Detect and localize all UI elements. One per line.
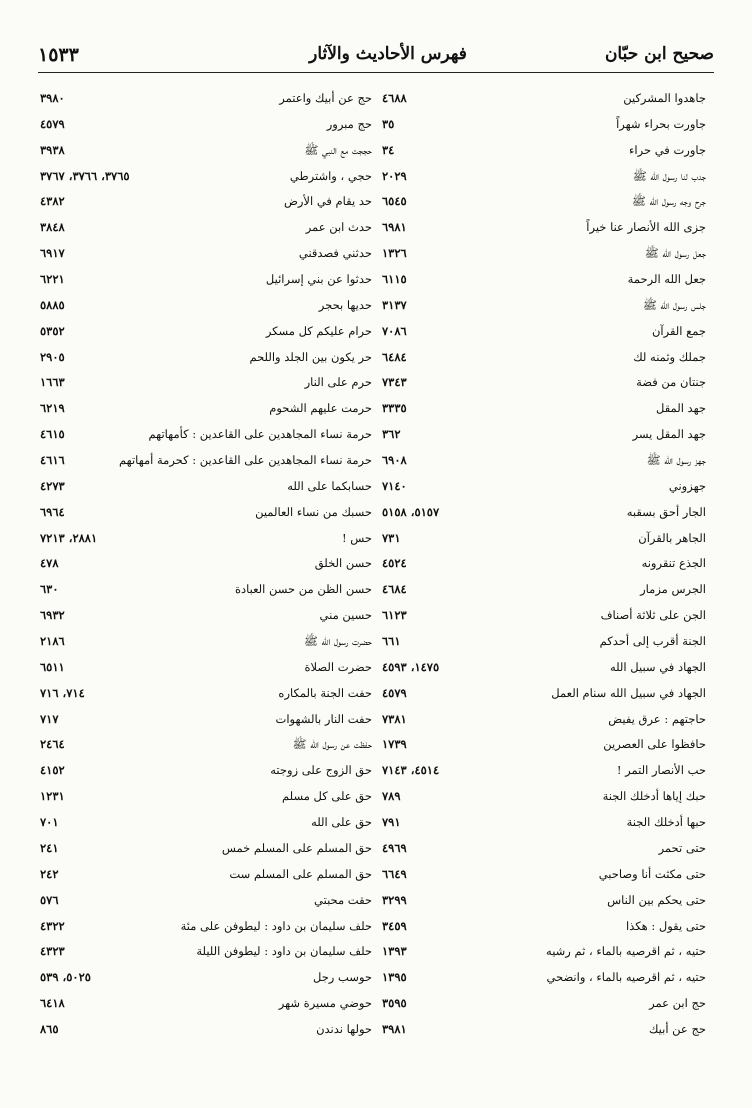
index-entry bbox=[376, 629, 714, 655]
index-entry bbox=[376, 1017, 714, 1043]
hadith-incipit: حوضي مسيرة شهر bbox=[278, 996, 372, 1011]
index-entry bbox=[38, 758, 376, 784]
index-entry bbox=[38, 914, 376, 940]
hadith-number: ٣٣٣٥ bbox=[382, 401, 407, 416]
hadith-number: ٣٧٦٥، ٣٧٦٦، ٣٧٦٧ bbox=[40, 168, 130, 183]
hadith-incipit: جلس رسول الله ﷺ bbox=[642, 297, 706, 312]
index-title: فهرس الأحاديث والآثار bbox=[309, 44, 467, 64]
index-entry bbox=[38, 655, 376, 681]
hadith-number: ١٧٣٩ bbox=[382, 737, 407, 752]
hadith-incipit: حلف سليمان بن داود : ليطوفن على مئة bbox=[180, 918, 372, 933]
hadith-incipit: حتى مكثت أنا وصاحبي bbox=[598, 866, 706, 881]
hadith-incipit: حتى يحكم بين الناس bbox=[607, 892, 706, 907]
hadith-number: ١٣٢٦ bbox=[382, 246, 407, 261]
hadith-incipit: حج عن أبيك واعتمر bbox=[279, 91, 372, 105]
hadith-incipit: جعل رسول الله ﷺ bbox=[644, 246, 706, 261]
hadith-incipit: جهزوني bbox=[668, 478, 706, 493]
hadith-number: ٦٦٤٩ bbox=[382, 866, 407, 881]
hadith-incipit: حلف سليمان بن داود : ليطوفن الليلة bbox=[196, 944, 372, 959]
hadith-incipit: حج عن أبيك bbox=[648, 1021, 706, 1036]
hadith-number: ٦٩٦٤ bbox=[40, 504, 65, 519]
hadith-number: ٤٢٧٣ bbox=[40, 478, 65, 493]
hadith-number: ٤٥٧٩ bbox=[382, 685, 407, 700]
index-entry bbox=[376, 86, 714, 112]
index-entry bbox=[38, 293, 376, 319]
index-entry bbox=[376, 189, 714, 215]
hadith-incipit: حق على الله bbox=[311, 815, 372, 830]
index-entry bbox=[376, 474, 714, 500]
hadith-incipit: حتى يقول : هكذا bbox=[626, 918, 706, 933]
hadith-incipit: حب الأنصار التمر ! bbox=[616, 763, 706, 778]
hadith-incipit: حسبك من نساء العالمين bbox=[255, 504, 372, 519]
hadith-incipit: حدث ابن عمر bbox=[305, 220, 372, 235]
index-entry bbox=[376, 577, 714, 603]
index-entry bbox=[38, 965, 376, 991]
page-header bbox=[38, 44, 714, 73]
hadith-number: ٦٤٨٤ bbox=[382, 349, 407, 364]
hadith-number: ٧٩١ bbox=[382, 815, 401, 830]
index-entry bbox=[376, 138, 714, 164]
hadith-number: ٦٩٣٢ bbox=[40, 608, 65, 623]
index-entry bbox=[38, 836, 376, 862]
hadith-number: ٧٣٤٣ bbox=[382, 375, 407, 390]
index-entry bbox=[376, 681, 714, 707]
hadith-incipit: حضرت الصلاة bbox=[304, 659, 372, 674]
hadith-incipit: حضرت رسول الله ﷺ bbox=[304, 634, 372, 649]
hadith-incipit: جاهدوا المشركين bbox=[623, 91, 706, 105]
hadith-incipit: حج ابن عمر bbox=[649, 996, 706, 1011]
index-entry bbox=[38, 86, 376, 112]
hadith-number: ٣٤٥٩ bbox=[382, 918, 407, 933]
hadith-number: ٤٧٨ bbox=[40, 556, 59, 571]
index-entry bbox=[376, 500, 714, 526]
hadith-number: ٢٩٠٥ bbox=[40, 349, 65, 364]
hadith-incipit: حرمة نساء المجاهدين على القاعدين : كحرمة أمهاتهم bbox=[119, 453, 372, 468]
hadith-number: ٣٦٢ bbox=[382, 427, 401, 442]
hadith-number: ٤٣٢٢ bbox=[40, 918, 65, 933]
hadith-incipit: حسن الظن من حسن العبادة bbox=[234, 582, 372, 597]
hadith-incipit: الجهاد في سبيل الله bbox=[609, 659, 706, 674]
hadith-incipit: حرمت عليهم الشحوم bbox=[269, 401, 372, 416]
hadith-number: ٧٠٨٦ bbox=[382, 323, 407, 338]
hadith-incipit: حدثني فصدقني bbox=[298, 246, 372, 261]
index-entry bbox=[376, 215, 714, 241]
hadith-number: ٤٣٢٣ bbox=[40, 944, 65, 959]
hadith-incipit: حجي ، واشترطي bbox=[289, 168, 372, 183]
index-entry bbox=[38, 138, 376, 164]
index-entry bbox=[38, 707, 376, 733]
hadith-incipit: حسابكما على الله bbox=[287, 478, 372, 493]
hadith-incipit: حتيه ، ثم اقرصيه بالماء ، ثم رشيه bbox=[546, 944, 706, 959]
right-index-column bbox=[376, 86, 714, 1043]
hadith-number: ٢٤٦٤ bbox=[40, 737, 65, 752]
hadith-incipit: حديها بحجر bbox=[318, 297, 372, 312]
index-entry bbox=[38, 784, 376, 810]
hadith-number: ٤٥١٤، ٧١٤٣ bbox=[382, 763, 440, 778]
index-entry bbox=[38, 319, 376, 345]
hadith-incipit: حسين مني bbox=[319, 608, 372, 623]
index-entry bbox=[38, 500, 376, 526]
hadith-number: ٧٣١ bbox=[382, 530, 401, 545]
hadith-number: ٢٤٢ bbox=[40, 866, 59, 881]
hadith-incipit: الجار أحق بسقبه bbox=[626, 504, 706, 519]
hadith-number: ٤٦٨٤ bbox=[382, 582, 407, 597]
hadith-incipit: الجاهر بالقرآن bbox=[638, 530, 706, 545]
page-number: ١٥٣٣ bbox=[38, 44, 79, 66]
hadith-number: ٧١٧ bbox=[40, 711, 59, 726]
hadith-incipit: الجنة أقرب إلى أحدكم bbox=[599, 634, 706, 649]
index-entry bbox=[376, 396, 714, 422]
hadith-number: ٢٠٢٩ bbox=[382, 168, 407, 183]
hadith-number: ٦٢١٩ bbox=[40, 401, 65, 416]
hadith-incipit: حد يقام في الأرض bbox=[283, 194, 372, 209]
index-entry bbox=[376, 164, 714, 190]
hadith-number: ٤٥٧٩ bbox=[40, 116, 65, 131]
index-entry bbox=[38, 370, 376, 396]
hadith-incipit: جدب لنا رسول الله ﷺ bbox=[632, 168, 706, 183]
index-entry bbox=[38, 189, 376, 215]
hadith-number: ٦٩١٧ bbox=[40, 246, 65, 261]
hadith-number: ١٣٩٥ bbox=[382, 970, 407, 985]
hadith-incipit: حوسب رجل bbox=[312, 970, 372, 985]
hadith-incipit: الجذع تنقرونه bbox=[641, 556, 706, 571]
hadith-number: ١٤٧٥، ٤٥٩٣ bbox=[382, 659, 440, 674]
hadith-incipit: جهد المقل يسر bbox=[632, 427, 706, 442]
index-entry bbox=[38, 164, 376, 190]
hadith-number: ٣٥٩٥ bbox=[382, 996, 407, 1011]
index-entry bbox=[376, 784, 714, 810]
hadith-incipit: حرام عليكم كل مسكر bbox=[265, 323, 372, 338]
hadith-number: ١٦٦٣ bbox=[40, 375, 65, 390]
hadith-incipit: جاورت بحراء شهراً bbox=[616, 116, 706, 131]
hadith-number: ٣٩٨١ bbox=[382, 1021, 407, 1036]
hadith-incipit: الجن على ثلاثة أصناف bbox=[600, 608, 706, 623]
hadith-number: ٧١٤، ٧١٦ bbox=[40, 685, 85, 700]
index-entry bbox=[38, 267, 376, 293]
index-entry bbox=[376, 319, 714, 345]
hadith-incipit: حقت محبتي bbox=[314, 892, 372, 907]
index-entry bbox=[376, 370, 714, 396]
index-entry bbox=[38, 1017, 376, 1043]
hadith-incipit: حولها ندندن bbox=[316, 1021, 372, 1036]
hadith-incipit: حفظت عن رسول الله ﷺ bbox=[292, 737, 372, 752]
index-entry bbox=[38, 629, 376, 655]
index-entry bbox=[376, 655, 714, 681]
index-entry bbox=[376, 293, 714, 319]
hadith-incipit: جملك وثمنه لك bbox=[633, 349, 706, 364]
hadith-incipit: حس ! bbox=[341, 530, 372, 545]
hadith-incipit: الجرس مزمار bbox=[640, 582, 706, 597]
hadith-number: ٤٦١٥ bbox=[40, 427, 65, 442]
hadith-incipit: حرمة نساء المجاهدين على القاعدين : كأمهاتهم bbox=[148, 427, 372, 442]
hadith-incipit: حرم على النار bbox=[304, 375, 372, 390]
hadith-number: ٦٣٠ bbox=[40, 582, 59, 597]
hadith-incipit: حججت مع النبي ﷺ bbox=[304, 142, 372, 157]
hadith-number: ٧١٤٠ bbox=[382, 478, 407, 493]
index-entry bbox=[376, 112, 714, 138]
index-entry bbox=[376, 732, 714, 758]
hadith-number: ١٢٣١ bbox=[40, 789, 65, 804]
hadith-incipit: حق المسلم على المسلم ست bbox=[229, 866, 372, 881]
index-entry bbox=[38, 577, 376, 603]
index-entry bbox=[376, 939, 714, 965]
hadith-incipit: جزى الله الأنصار عنا خيراً bbox=[586, 220, 706, 235]
hadith-incipit: حبك إياها أدخلك الجنة bbox=[602, 789, 706, 804]
index-entry bbox=[376, 991, 714, 1017]
hadith-incipit: جهز رسول الله ﷺ bbox=[646, 453, 706, 468]
hadith-number: ٧٠١ bbox=[40, 815, 59, 830]
index-entry bbox=[38, 888, 376, 914]
index-entry bbox=[376, 836, 714, 862]
index-entry bbox=[376, 862, 714, 888]
index-entry bbox=[38, 551, 376, 577]
hadith-number: ٦١٢٣ bbox=[382, 608, 407, 623]
index-entry bbox=[38, 939, 376, 965]
hadith-incipit: جاورت في حراء bbox=[629, 142, 706, 157]
hadith-number: ٢٤١ bbox=[40, 840, 59, 855]
index-entry bbox=[38, 112, 376, 138]
hadith-number: ٥٣٥٢ bbox=[40, 323, 65, 338]
index-entry bbox=[376, 914, 714, 940]
hadith-incipit: حق على كل مسلم bbox=[282, 789, 372, 804]
hadith-number: ٥٨٨٥ bbox=[40, 297, 65, 312]
hadith-number: ٣٤ bbox=[382, 142, 395, 157]
hadith-incipit: حسن الخلق bbox=[314, 556, 372, 571]
index-entry bbox=[38, 681, 376, 707]
hadith-incipit: جهد المقل bbox=[656, 401, 706, 416]
hadith-number: ٦٢٢١ bbox=[40, 272, 65, 287]
index-entry bbox=[38, 862, 376, 888]
index-entry bbox=[376, 603, 714, 629]
hadith-number: ٣٢٩٩ bbox=[382, 892, 407, 907]
index-entry bbox=[376, 758, 714, 784]
hadith-incipit: جرح وجه رسول الله ﷺ bbox=[632, 194, 706, 209]
hadith-number: ٦٤١٨ bbox=[40, 996, 65, 1011]
hadith-incipit: حق الزوج على زوجته bbox=[270, 763, 372, 778]
hadith-incipit: الجهاد في سبيل الله سنام العمل bbox=[551, 685, 706, 700]
hadith-number: ٦٩٨١ bbox=[382, 220, 407, 235]
index-entry bbox=[38, 474, 376, 500]
hadith-number: ٢٨٨١، ٧٢١٣ bbox=[40, 530, 98, 545]
index-entry bbox=[376, 267, 714, 293]
hadith-number: ٣٩٣٨ bbox=[40, 142, 65, 157]
hadith-incipit: حتى تحمر bbox=[658, 840, 706, 855]
hadith-incipit: جمع القرآن bbox=[651, 323, 706, 338]
hadith-number: ٣٨٤٨ bbox=[40, 220, 65, 235]
index-entry bbox=[376, 551, 714, 577]
index-entry bbox=[38, 345, 376, 371]
hadith-number: ٤٣٨٢ bbox=[40, 194, 65, 209]
hadith-incipit: حتيه ، ثم اقرصيه بالماء ، وانضحي bbox=[546, 970, 706, 985]
hadith-number: ٨٦٥ bbox=[40, 1021, 59, 1036]
hadith-incipit: جنتان من فضة bbox=[636, 375, 706, 390]
index-entry bbox=[38, 422, 376, 448]
hadith-incipit: حبها أدخلك الجنة bbox=[626, 815, 706, 830]
hadith-number: ٥٠٢٥، ٥٣٩ bbox=[40, 970, 91, 985]
index-entry bbox=[38, 732, 376, 758]
hadith-incipit: حج مبرور bbox=[326, 116, 372, 131]
hadith-incipit: حر يكون بين الجلد واللحم bbox=[249, 349, 372, 364]
hadith-number: ٦٥٤٥ bbox=[382, 194, 407, 209]
hadith-incipit: حفت الجنة بالمكاره bbox=[278, 685, 372, 700]
hadith-number: ٤٩٦٩ bbox=[382, 840, 407, 855]
hadith-number: ٦١١٥ bbox=[382, 272, 407, 287]
hadith-number: ٦٦١ bbox=[382, 634, 401, 649]
book-title: صحيح ابن حبّان bbox=[604, 44, 714, 64]
hadith-incipit: حاجتهم : عرق يفيض bbox=[608, 711, 706, 726]
index-entry bbox=[376, 345, 714, 371]
hadith-number: ٦٥١١ bbox=[40, 659, 65, 674]
index-entry bbox=[376, 448, 714, 474]
hadith-number: ٤١٥٢ bbox=[40, 763, 65, 778]
hadith-number: ٤٦١٦ bbox=[40, 453, 65, 468]
hadith-number: ٥٧٦ bbox=[40, 892, 59, 907]
hadith-number: ١٣٩٣ bbox=[382, 944, 407, 959]
index-entry bbox=[38, 215, 376, 241]
index-entry bbox=[376, 810, 714, 836]
index-entry bbox=[376, 241, 714, 267]
hadith-number: ٢١٨٦ bbox=[40, 634, 65, 649]
index-entry bbox=[38, 396, 376, 422]
hadith-number: ٦٩٠٨ bbox=[382, 453, 407, 468]
index-entry bbox=[38, 810, 376, 836]
index-entry bbox=[376, 707, 714, 733]
index-entry bbox=[376, 422, 714, 448]
hadith-incipit: جعل الله الرحمة bbox=[627, 272, 706, 287]
hadith-number: ٤٦٨٨ bbox=[382, 91, 407, 105]
hadith-number: ٣٩٨٠ bbox=[40, 91, 65, 105]
hadith-incipit: حق المسلم على المسلم خمس bbox=[221, 840, 372, 855]
hadith-number: ٥١٥٧، ٥١٥٨ bbox=[382, 504, 440, 519]
hadith-number: ٣١٣٧ bbox=[382, 297, 407, 312]
hadith-incipit: حدثوا عن بني إسرائيل bbox=[265, 272, 372, 287]
index-entry bbox=[38, 991, 376, 1017]
hadith-number: ٣٥ bbox=[382, 116, 395, 131]
left-index-column bbox=[38, 86, 376, 1043]
index-entry bbox=[38, 603, 376, 629]
index-entry bbox=[38, 526, 376, 552]
index-entry bbox=[376, 888, 714, 914]
index-entry bbox=[38, 448, 376, 474]
hadith-incipit: حفت النار بالشهوات bbox=[275, 711, 372, 726]
index-entry bbox=[376, 526, 714, 552]
hadith-number: ٤٥٢٤ bbox=[382, 556, 407, 571]
hadith-incipit: حافظوا على العصرين bbox=[603, 737, 706, 752]
hadith-number: ٧٨٩ bbox=[382, 789, 401, 804]
index-entry bbox=[376, 965, 714, 991]
hadith-number: ٧٣٨١ bbox=[382, 711, 407, 726]
index-entry bbox=[38, 241, 376, 267]
